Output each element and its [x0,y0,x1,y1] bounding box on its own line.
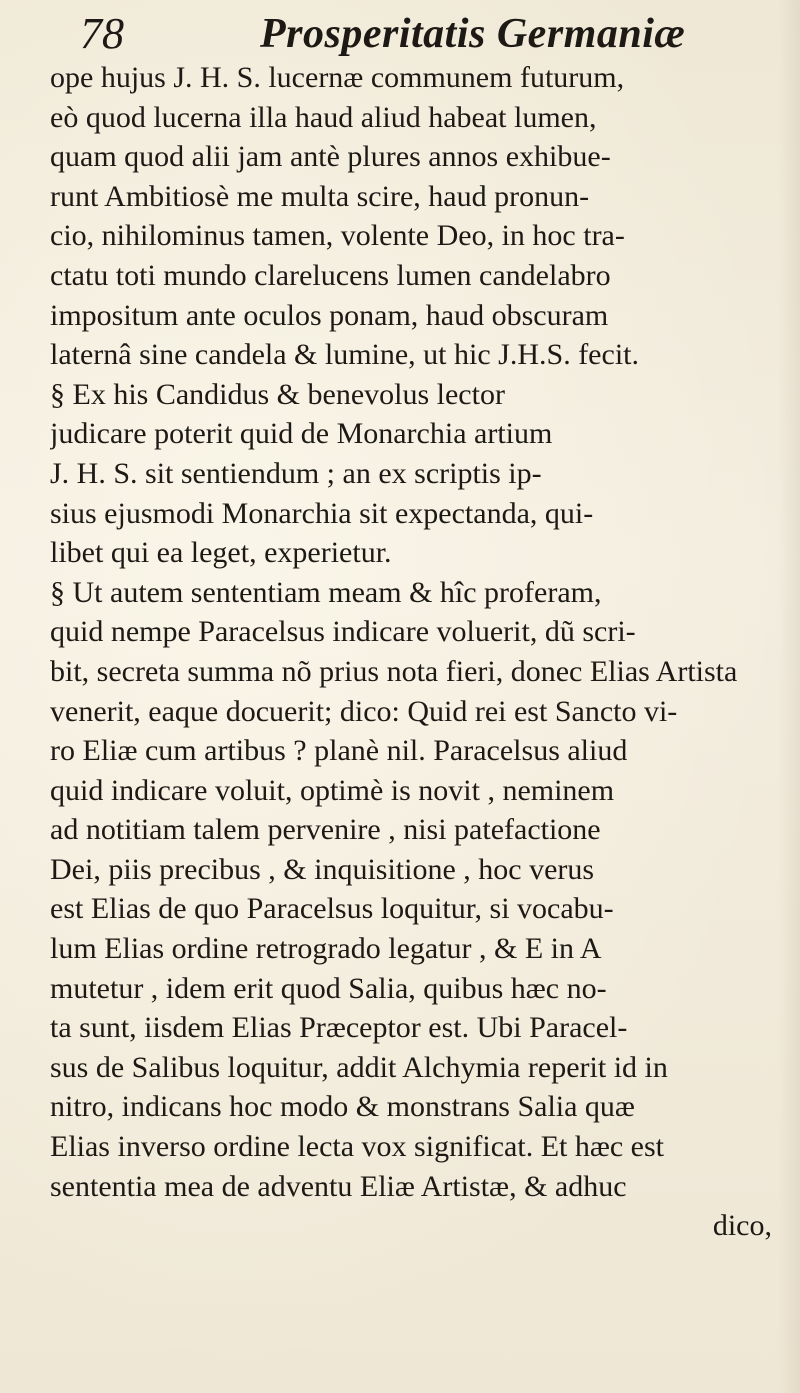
text-line: bit, secreta summa nõ prius nota fieri, donec Elias Artista [50,654,738,688]
text-line: runt Ambitiosè me multa scire, haud pronun- [50,179,590,213]
text-line: ta sunt, iisdem Elias Præceptor est. Ubi Paracel- [50,1011,628,1045]
text-line: nitro, indicans hoc modo & monstrans Salia quæ [50,1090,635,1124]
text-line: eò quod lucerna illa haud aliud habeat lumen, [50,100,597,134]
text-line: est Elias de quo Paracelsus loquitur, si vocabu- [50,892,614,926]
text-line: Elias inverso ordine lecta vox significat. Et hæc est [50,1130,665,1164]
text-line: § Ut autem sententiam meam & hîc proferam, [50,575,602,609]
text-line: quid indicare voluit, optimè is novit , neminem [50,773,615,807]
text-line: ad notitiam talem pervenire , nisi patefactione [50,813,601,847]
text-line: cio, nihilominus tamen, volente Deo, in hoc tra- [50,219,625,253]
text-line: Dei, piis precibus , & inquisitione , hoc verus [50,852,595,886]
text-line: impositum ante oculos ponam, haud obscuram [50,298,609,332]
text-line: ctatu toti mundo clarelucens lumen candelabro [50,258,611,292]
text-line: quid nempe Paracelsus indicare voluerit, dũ scri- [50,615,636,649]
text-line: mutetur , idem erit quod Salia, quibus hæc no- [50,971,607,1005]
text-line: lum Elias ordine retrogrado legatur , & E in A [50,932,602,966]
text-line: venerit, eaque docuerit; dico: Quid rei est Sancto vi- [50,694,678,728]
page-number: 78 [80,9,124,58]
text-line: ope hujus J. H. S. lucernæ communem futurum, [50,61,625,94]
text-line: laternâ sine candela & lumine, ut hic J.H.S. fecit. [50,338,639,372]
text-line: libet qui ea leget, experietur. [50,536,392,570]
text-line: sententia mea de adventu Eliæ Artistæ, & adhuc [50,1169,627,1203]
text-line: sius ejusmodi Monarchia sit expectanda, qui- [50,496,594,530]
page-edge-shadow [778,0,800,1393]
text-line: judicare poterit quid de Monarchia artium [50,417,553,451]
text-line: § Ex his Candidus & benevolus lector [50,377,505,411]
body-text [50,58,774,1246]
catchword: dico, [712,1209,772,1243]
running-head: Prosperitatis Germaniæ [260,11,686,57]
text-line: quam quod alii jam antè plures annos exhibue- [50,140,611,174]
page-header [80,6,760,62]
text-line: J. H. S. sit sentiendum ; an ex scriptis ip- [50,456,542,490]
text-line: sus de Salibus loquitur, addit Alchymia reperit id in [50,1050,668,1084]
text-line: ro Eliæ cum artibus ? planè nil. Paracelsus aliud [50,734,628,768]
